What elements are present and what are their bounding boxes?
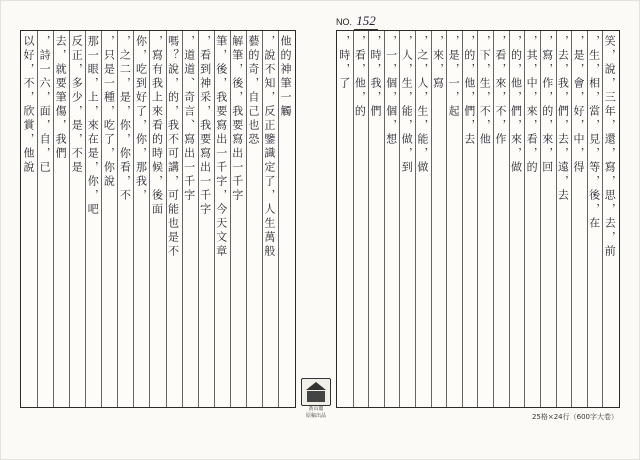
handwritten-column: 解筆，後，我要寫出一千字	[230, 35, 244, 203]
handwritten-column: ，一，個，個，想	[384, 35, 398, 147]
handwritten-column: ，時，我，們	[369, 35, 383, 119]
right-column-grid	[337, 31, 619, 407]
handwritten-column: ，去，我，們，去，遠，去	[556, 35, 570, 203]
handwritten-column: ，寫有我上來看的時候，後面	[150, 35, 164, 217]
publisher-logo	[298, 378, 334, 420]
handwritten-column: 藝的奇，自己也恐	[246, 35, 260, 147]
handwritten-column: 去，就要筆傷，我們	[54, 35, 68, 161]
handwritten-column: 你，吃到好了，你，那我，	[134, 35, 148, 203]
handwritten-column: ，看，來，不，作	[493, 35, 507, 147]
handwritten-column: 以好，不，欣賞，他說	[22, 35, 36, 175]
handwritten-column: ，寫，作，的，來，回	[540, 35, 554, 175]
handwritten-column: ，看，他，的	[353, 35, 367, 119]
handwritten-column: ，是，會，好，中，得	[571, 35, 585, 175]
handwritten-column: 筆，後，我要寫出一千字，今天文章	[214, 35, 228, 259]
left-grid-page	[20, 30, 296, 408]
handwritten-column: ，只是一種，吃了，你說	[102, 35, 116, 189]
handwritten-column: 他的神筆一觸	[278, 35, 292, 119]
handwritten-column: ，之二，是，你，你看，不	[118, 35, 132, 203]
handwritten-column: 那一眼，上，來在是，你，吧	[86, 35, 100, 217]
right-grid-page	[336, 30, 620, 408]
handwritten-column: ，下，生，不，他	[478, 35, 492, 147]
handwritten-column: ，的，他，們，去	[462, 35, 476, 147]
handwritten-column: ，道道、奇言、寫出一千字	[182, 35, 196, 203]
handwritten-column: ，詩一六，面，自，已	[38, 35, 52, 175]
handwritten-column: 嗎？說，的，我不可講，可能也是不	[166, 35, 180, 259]
publisher-sub-text: 原稿出品	[305, 413, 326, 419]
handwritten-column: 笑，說，三年，還，寫，思，去，前	[603, 35, 617, 259]
handwritten-column: ，其，中，來，看，的	[525, 35, 539, 175]
publisher-logo-text: 黃山閣	[308, 406, 324, 412]
handwritten-column: ，的，他，們，來，做	[509, 35, 523, 175]
pavilion-icon	[301, 378, 331, 406]
handwritten-column: ，之，人，生，能，做	[415, 35, 429, 175]
handwritten-column: ，人，生，能，做，到	[400, 35, 414, 175]
folio-label	[336, 13, 378, 30]
paper-spec-label: 25格×24行（600字大卷）	[531, 413, 618, 421]
handwritten-column: ，說不知，反正鑒識定了，人生萬般	[262, 35, 276, 259]
folio-prefix: NO.	[336, 17, 353, 27]
handwritten-column: ，是，一，起	[447, 35, 461, 119]
handwritten-column: ，來，寫	[431, 35, 445, 91]
left-column-grid	[21, 31, 295, 407]
handwritten-column: ，看到神采，我要寫出一千字	[198, 35, 212, 217]
handwritten-column: ，生，相，當，見，等，後，在	[587, 35, 601, 231]
handwritten-column: 反正，多少，是，不是	[70, 35, 84, 175]
folio-number: 152	[354, 13, 378, 30]
handwritten-column: ，時，了	[337, 35, 351, 91]
